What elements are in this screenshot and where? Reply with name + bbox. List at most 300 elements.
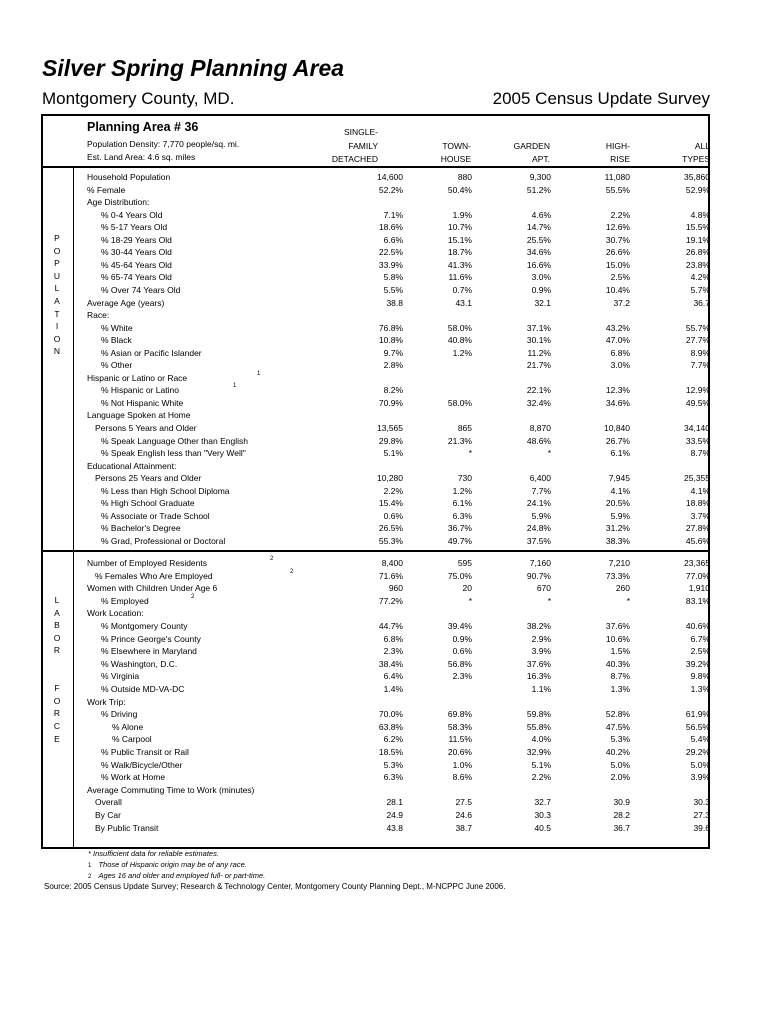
row-value: 10,280 bbox=[377, 473, 403, 484]
row-value: 15.0% bbox=[605, 259, 630, 270]
row-value: 37.1% bbox=[526, 322, 551, 333]
row-value: 38.8 bbox=[386, 297, 403, 308]
row-value: 59.8% bbox=[526, 709, 551, 720]
row-value: 8.2% bbox=[383, 385, 403, 396]
row-value: 3.9% bbox=[531, 646, 551, 657]
row-label: Household Population bbox=[87, 172, 171, 182]
row-value: 70.0% bbox=[378, 709, 403, 720]
row-value: 41.3% bbox=[447, 259, 472, 270]
row-value: 4.6% bbox=[531, 209, 551, 220]
row-value: 3.9% bbox=[690, 772, 710, 783]
row-value: 2.2% bbox=[383, 485, 403, 496]
table-row bbox=[0, 522, 768, 535]
row-value: 71.6% bbox=[378, 570, 403, 581]
row-label: Overall bbox=[95, 797, 122, 808]
row-value: 1,910 bbox=[688, 583, 710, 594]
row-value: 75.0% bbox=[447, 570, 472, 581]
row-value: 70.9% bbox=[378, 397, 403, 408]
row-value: 21.3% bbox=[447, 435, 472, 446]
table-row bbox=[0, 271, 768, 284]
row-value: 63.8% bbox=[378, 721, 403, 732]
row-value: 20 bbox=[462, 583, 472, 594]
row-value: 1.9% bbox=[452, 209, 472, 220]
row-value: 37.6% bbox=[605, 621, 630, 631]
row-value: 27.3 bbox=[693, 810, 710, 820]
table-row bbox=[0, 557, 768, 570]
row-label: % Not Hispanic White bbox=[101, 397, 184, 408]
table-row bbox=[0, 246, 768, 259]
row-value: 15.5% bbox=[685, 222, 710, 233]
row-value: 35,860 bbox=[684, 172, 710, 182]
row-value: 6.6% bbox=[383, 234, 403, 245]
row-value: 49.5% bbox=[685, 397, 710, 408]
row-value: 83.1% bbox=[685, 595, 710, 606]
section-letter: R bbox=[53, 708, 61, 719]
row-value: 23,365 bbox=[684, 558, 710, 568]
row-value: 20.6% bbox=[447, 747, 472, 757]
row-value: 50.4% bbox=[447, 184, 472, 195]
section-letter: O bbox=[53, 245, 61, 256]
row-label: % 5-17 Years Old bbox=[101, 222, 168, 233]
footnote-insufficient: * Insufficient data for reliable estimates. bbox=[88, 849, 219, 858]
table-row bbox=[0, 645, 768, 658]
table-row bbox=[0, 322, 768, 335]
row-label: % 18-29 Years Old bbox=[101, 234, 172, 245]
table-row bbox=[0, 409, 768, 422]
row-value: 24.1% bbox=[526, 498, 551, 509]
row-value: 14,600 bbox=[377, 172, 403, 182]
table-row bbox=[0, 334, 768, 347]
row-value: 7,160 bbox=[529, 558, 551, 568]
row-value: 2.2% bbox=[531, 772, 551, 783]
row-label: Language Spoken at Home bbox=[87, 410, 191, 421]
row-label: % Employed bbox=[101, 595, 149, 606]
footnote-marker: 2 bbox=[290, 568, 294, 575]
table-row bbox=[0, 570, 768, 583]
table-row bbox=[0, 485, 768, 498]
row-value: 58.0% bbox=[447, 322, 472, 333]
row-value: 2.3% bbox=[383, 646, 403, 657]
section-letter: P bbox=[54, 233, 60, 243]
table-row bbox=[0, 759, 768, 772]
row-value: 33.5% bbox=[685, 435, 710, 446]
row-value: 32.7 bbox=[534, 797, 551, 808]
row-value: 58.0% bbox=[447, 397, 472, 408]
row-value: 44.7% bbox=[378, 621, 403, 631]
row-value: 5.9% bbox=[531, 510, 551, 521]
row-value: 30.9 bbox=[613, 797, 630, 808]
row-value: 260 bbox=[615, 583, 630, 594]
section-letter: B bbox=[54, 620, 60, 631]
row-value: 38.2% bbox=[526, 621, 551, 631]
table-row bbox=[0, 510, 768, 523]
column-header-single-family: SINGLE- FAMILY DETACHED bbox=[331, 127, 378, 164]
table-row bbox=[0, 372, 768, 385]
table-row bbox=[0, 658, 768, 671]
row-value: 56.5% bbox=[685, 721, 710, 732]
row-value: 34,140 bbox=[684, 423, 710, 433]
row-value: 19.1% bbox=[685, 234, 710, 245]
row-label: % Public Transit or Rail bbox=[101, 747, 189, 757]
row-value: 10,840 bbox=[604, 423, 630, 433]
row-value: 43.1 bbox=[455, 297, 472, 308]
row-label: % Other bbox=[101, 360, 133, 371]
row-label: By Car bbox=[95, 810, 121, 820]
row-value: 10.4% bbox=[605, 284, 630, 295]
row-label: % 65-74 Years Old bbox=[101, 272, 172, 283]
row-value: 37.6% bbox=[526, 658, 551, 669]
row-value: 28.1 bbox=[386, 797, 403, 808]
survey-label: 2005 Census Update Survey bbox=[492, 89, 710, 108]
row-label: % Associate or Trade School bbox=[101, 510, 210, 521]
row-label: % Speak Language Other than English bbox=[101, 435, 248, 446]
row-label: Average Commuting Time to Work (minutes) bbox=[87, 784, 255, 795]
table-row bbox=[0, 234, 768, 247]
row-label: % Elsewhere in Maryland bbox=[101, 646, 197, 657]
row-value: 38.7 bbox=[455, 822, 472, 833]
table-row bbox=[0, 259, 768, 272]
row-value: * bbox=[547, 448, 551, 459]
row-value: 23.8% bbox=[685, 259, 710, 270]
row-value: * bbox=[547, 595, 551, 606]
table-row bbox=[0, 809, 768, 822]
row-value: 6.3% bbox=[452, 510, 472, 521]
row-value: 26.5% bbox=[378, 523, 403, 534]
table-row bbox=[0, 384, 768, 397]
row-value: 2.0% bbox=[610, 772, 630, 783]
row-label: Number of Employed Residents bbox=[87, 558, 208, 568]
row-value: 55.7% bbox=[685, 322, 710, 333]
row-value: 8.6% bbox=[452, 772, 472, 783]
row-label: % Black bbox=[101, 335, 132, 346]
row-value: 36.7 bbox=[693, 297, 710, 308]
row-value: 27.7% bbox=[685, 335, 710, 346]
table-row bbox=[0, 670, 768, 683]
row-value: 26.8% bbox=[685, 247, 710, 258]
row-value: 5.1% bbox=[531, 759, 551, 770]
row-value: 2.9% bbox=[531, 633, 551, 644]
row-label: % Outside MD-VA-DC bbox=[101, 684, 185, 694]
row-value: 4.1% bbox=[610, 485, 630, 496]
row-value: * bbox=[468, 448, 472, 459]
section-letter: U bbox=[53, 270, 61, 281]
row-value: 10.6% bbox=[605, 633, 630, 644]
row-value: 5.0% bbox=[690, 759, 710, 770]
row-value: 21.7% bbox=[526, 360, 551, 371]
row-value: 8.7% bbox=[610, 671, 630, 682]
row-value: 5.3% bbox=[383, 759, 403, 770]
row-value: 40.3% bbox=[605, 658, 630, 669]
row-value: 27.8% bbox=[685, 523, 710, 534]
row-label: % Females Who Are Employed bbox=[95, 570, 213, 581]
section-letter: R bbox=[53, 645, 61, 656]
row-value: 0.9% bbox=[452, 633, 472, 644]
row-value: 26.7% bbox=[605, 435, 630, 446]
row-value: 11.5% bbox=[448, 734, 472, 745]
section-letter: C bbox=[53, 720, 61, 731]
row-value: 24.9 bbox=[386, 810, 403, 820]
row-value: 6.4% bbox=[383, 671, 403, 682]
row-value: 0.6% bbox=[452, 646, 472, 657]
row-value: 39.2% bbox=[685, 658, 710, 669]
row-value: 1.5% bbox=[610, 646, 630, 657]
row-value: 0.7% bbox=[452, 284, 472, 295]
section-letter: A bbox=[54, 295, 60, 306]
footnote-hispanic: 1 Those of Hispanic origin may be of any race. bbox=[88, 860, 247, 869]
column-header-high-rise: HIGH- RISE bbox=[605, 140, 630, 164]
row-value: 6.1% bbox=[610, 448, 630, 459]
row-value: 12.3% bbox=[605, 385, 630, 396]
table-row bbox=[0, 284, 768, 297]
row-value: 960 bbox=[388, 583, 403, 594]
column-header-townhouse: TOWN- HOUSE bbox=[440, 140, 471, 164]
row-value: 15.4% bbox=[378, 498, 403, 509]
row-value: 2.5% bbox=[610, 272, 630, 283]
row-value: 76.8% bbox=[378, 322, 403, 333]
row-value: 7,945 bbox=[608, 473, 630, 484]
row-label: Educational Attainment: bbox=[87, 460, 177, 471]
row-value: 8.7% bbox=[690, 448, 710, 459]
row-label: % High School Graduate bbox=[101, 498, 195, 509]
footnote-marker: 1 bbox=[233, 383, 237, 390]
row-value: 29.8% bbox=[378, 435, 403, 446]
row-label: Persons 25 Years and Older bbox=[95, 473, 202, 484]
table-row bbox=[0, 221, 768, 234]
row-value: 595 bbox=[457, 558, 472, 568]
row-value: 13,565 bbox=[377, 423, 403, 433]
row-label: Average Age (years) bbox=[87, 297, 165, 308]
row-value: 18.5% bbox=[378, 747, 403, 757]
row-value: 11.2% bbox=[527, 347, 551, 358]
county-label: Montgomery County, MD. bbox=[42, 89, 235, 108]
land-area: Est. Land Area: 4.6 sq. miles bbox=[87, 152, 196, 162]
table-row bbox=[0, 535, 768, 548]
section-letter: I bbox=[55, 321, 59, 332]
table-row bbox=[0, 595, 768, 608]
row-value: 40.6% bbox=[685, 621, 710, 631]
row-value: 45.6% bbox=[685, 535, 710, 546]
column-header-garden-apt: GARDEN APT. bbox=[513, 140, 550, 164]
row-value: 7.7% bbox=[531, 485, 551, 496]
row-value: 47.0% bbox=[605, 335, 630, 346]
row-value: 39.6 bbox=[693, 822, 710, 833]
table-row bbox=[0, 796, 768, 809]
row-value: 5.8% bbox=[383, 272, 403, 283]
row-value: 2.2% bbox=[610, 209, 630, 220]
page-title: Silver Spring Planning Area bbox=[42, 55, 345, 81]
row-value: 2.8% bbox=[383, 360, 403, 371]
section-letter: L bbox=[54, 595, 60, 605]
section-letter: T bbox=[54, 308, 60, 319]
row-value: 5.0% bbox=[610, 759, 630, 770]
row-value: 43.8 bbox=[386, 822, 403, 833]
row-value: 36.7 bbox=[613, 822, 630, 833]
table-row bbox=[0, 784, 768, 797]
section-divider bbox=[41, 550, 710, 552]
row-value: 77.2% bbox=[378, 595, 403, 606]
row-label: % Prince George's County bbox=[101, 633, 201, 644]
footnote-marker: 1 bbox=[257, 370, 261, 377]
row-value: 3.0% bbox=[610, 360, 630, 371]
row-value: 48.6% bbox=[526, 435, 551, 446]
section-letter: E bbox=[54, 733, 60, 744]
row-value: 26.6% bbox=[605, 247, 630, 258]
row-value: 7,210 bbox=[608, 558, 630, 568]
row-value: 730 bbox=[457, 473, 472, 484]
row-value: 6.8% bbox=[610, 347, 630, 358]
row-value: 6.7% bbox=[690, 633, 710, 644]
row-value: 40.5 bbox=[534, 822, 551, 833]
row-value: 15.1% bbox=[447, 234, 472, 245]
row-value: 49.7% bbox=[447, 535, 472, 546]
row-value: 10.8% bbox=[378, 335, 403, 346]
section-letter: F bbox=[54, 683, 60, 694]
row-label: Work Trip: bbox=[87, 696, 126, 707]
row-value: 25.5% bbox=[526, 234, 551, 245]
section-letter: N bbox=[53, 346, 61, 357]
row-value: 5.7% bbox=[690, 284, 710, 295]
table-row bbox=[0, 297, 768, 310]
row-label: Hispanic or Latino or Race bbox=[87, 372, 188, 383]
row-value: 24.8% bbox=[526, 523, 551, 534]
row-label: Age Distribution: bbox=[87, 197, 150, 208]
table-row bbox=[0, 822, 768, 835]
row-label: % Carpool bbox=[112, 734, 152, 745]
row-value: 2.5% bbox=[690, 646, 710, 657]
table-row bbox=[0, 582, 768, 595]
row-label: % Washington, D.C. bbox=[101, 658, 178, 669]
row-value: 8,870 bbox=[529, 423, 551, 433]
row-value: 52.8% bbox=[605, 709, 630, 720]
row-value: 7.1% bbox=[383, 209, 403, 220]
table-row bbox=[0, 746, 768, 759]
row-label: % Asian or Pacific Islander bbox=[101, 347, 202, 358]
row-value: 1.1% bbox=[531, 684, 551, 694]
row-value: 1.2% bbox=[452, 485, 472, 496]
row-value: 51.2% bbox=[526, 184, 551, 195]
row-label: % Alone bbox=[112, 721, 144, 732]
row-value: 16.3% bbox=[526, 671, 551, 682]
row-value: 77.0% bbox=[685, 570, 710, 581]
row-value: 22.1% bbox=[526, 385, 551, 396]
row-label: % Work at Home bbox=[101, 772, 166, 783]
row-label: % Female bbox=[87, 184, 126, 195]
row-value: 22.5% bbox=[378, 247, 403, 258]
row-label: % White bbox=[101, 322, 133, 333]
row-value: 56.8% bbox=[447, 658, 472, 669]
row-value: 2.3% bbox=[452, 671, 472, 682]
row-label: Race: bbox=[87, 310, 110, 321]
row-value: 6.1% bbox=[452, 498, 472, 509]
row-label: % Over 74 Years Old bbox=[101, 284, 181, 295]
footnote-marker: 2 bbox=[270, 556, 274, 562]
row-label: Persons 5 Years and Older bbox=[95, 423, 197, 433]
row-value: 18.7% bbox=[447, 247, 472, 258]
row-value: 6.2% bbox=[383, 734, 403, 745]
row-value: 18.8% bbox=[685, 498, 710, 509]
source-note: Source: 2005 Census Update Survey; Research & Technology Center, Montgomery County Planning Dept., M-NCPPC June 2006. bbox=[44, 882, 506, 891]
row-value: 3.7% bbox=[690, 510, 710, 521]
row-value: 9.8% bbox=[690, 671, 710, 682]
row-value: 52.9% bbox=[685, 184, 710, 195]
planning-area-title: Planning Area # 36 bbox=[87, 120, 199, 134]
row-value: 5.3% bbox=[610, 734, 630, 745]
table-row bbox=[0, 607, 768, 620]
table-row bbox=[0, 683, 768, 696]
row-value: * bbox=[468, 595, 472, 606]
row-value: 1.3% bbox=[690, 684, 710, 694]
table-row bbox=[0, 633, 768, 646]
row-value: 38.3% bbox=[605, 535, 630, 546]
table-row bbox=[0, 435, 768, 448]
row-value: 12.6% bbox=[605, 222, 630, 233]
row-value: 3.0% bbox=[531, 272, 551, 283]
row-value: 11,080 bbox=[604, 172, 630, 182]
row-value: 9.7% bbox=[383, 347, 403, 358]
row-value: 37.2 bbox=[613, 297, 630, 308]
row-value: 29.2% bbox=[685, 747, 710, 757]
table-row bbox=[0, 359, 768, 372]
section-letter: L bbox=[54, 283, 60, 294]
footnote-employed: 2 Ages 16 and older and employed full- or part-time. bbox=[88, 871, 266, 880]
row-value: 38.4% bbox=[378, 658, 403, 669]
row-value: 39.4% bbox=[447, 621, 472, 631]
row-value: 1.3% bbox=[610, 684, 630, 694]
row-value: 55.8% bbox=[526, 721, 551, 732]
row-value: 61.9% bbox=[685, 709, 710, 720]
row-value: 24.6 bbox=[455, 810, 472, 820]
row-label: % Less than High School Diploma bbox=[101, 485, 230, 496]
table-row bbox=[0, 460, 768, 473]
row-value: 55.5% bbox=[605, 184, 630, 195]
row-value: 1.4% bbox=[383, 684, 403, 694]
table-row bbox=[0, 708, 768, 721]
row-value: 52.2% bbox=[378, 184, 403, 195]
row-value: 11.6% bbox=[448, 272, 472, 283]
row-label: % Speak English less than "Very Well" bbox=[101, 448, 246, 459]
row-label: Work Location: bbox=[87, 608, 144, 619]
column-header-all-types: ALL TYPES bbox=[682, 140, 710, 164]
population-density: Population Density: 7,770 people/sq. mi. bbox=[87, 139, 240, 149]
row-label: % Hispanic or Latino bbox=[101, 385, 179, 396]
row-value: 10.7% bbox=[447, 222, 472, 233]
row-value: 43.2% bbox=[605, 322, 630, 333]
row-value: 32.1 bbox=[534, 297, 551, 308]
row-value: 30.3 bbox=[534, 810, 551, 820]
row-value: 31.2% bbox=[605, 523, 630, 534]
row-label: % 0-4 Years Old bbox=[101, 209, 163, 220]
row-value: 880 bbox=[457, 172, 472, 182]
row-value: 47.5% bbox=[605, 721, 630, 732]
section-letter: P bbox=[54, 258, 60, 269]
row-value: 7.7% bbox=[690, 360, 710, 371]
row-value: 69.8% bbox=[447, 709, 472, 720]
row-value: 14.7% bbox=[526, 222, 551, 233]
row-value: 25,355 bbox=[684, 473, 710, 484]
table-row bbox=[0, 620, 768, 633]
row-value: 27.5 bbox=[455, 797, 472, 808]
row-value: 34.6% bbox=[526, 247, 551, 258]
table-row bbox=[0, 209, 768, 222]
row-value: 36.7% bbox=[447, 523, 472, 534]
table-row bbox=[0, 309, 768, 322]
table-row bbox=[0, 733, 768, 746]
section-letter: O bbox=[53, 333, 61, 344]
row-label: Women with Children Under Age 6 bbox=[87, 583, 218, 594]
row-value: 5.1% bbox=[383, 448, 403, 459]
row-value: 1.2% bbox=[452, 347, 472, 358]
footnote-marker: 2 bbox=[191, 593, 195, 600]
